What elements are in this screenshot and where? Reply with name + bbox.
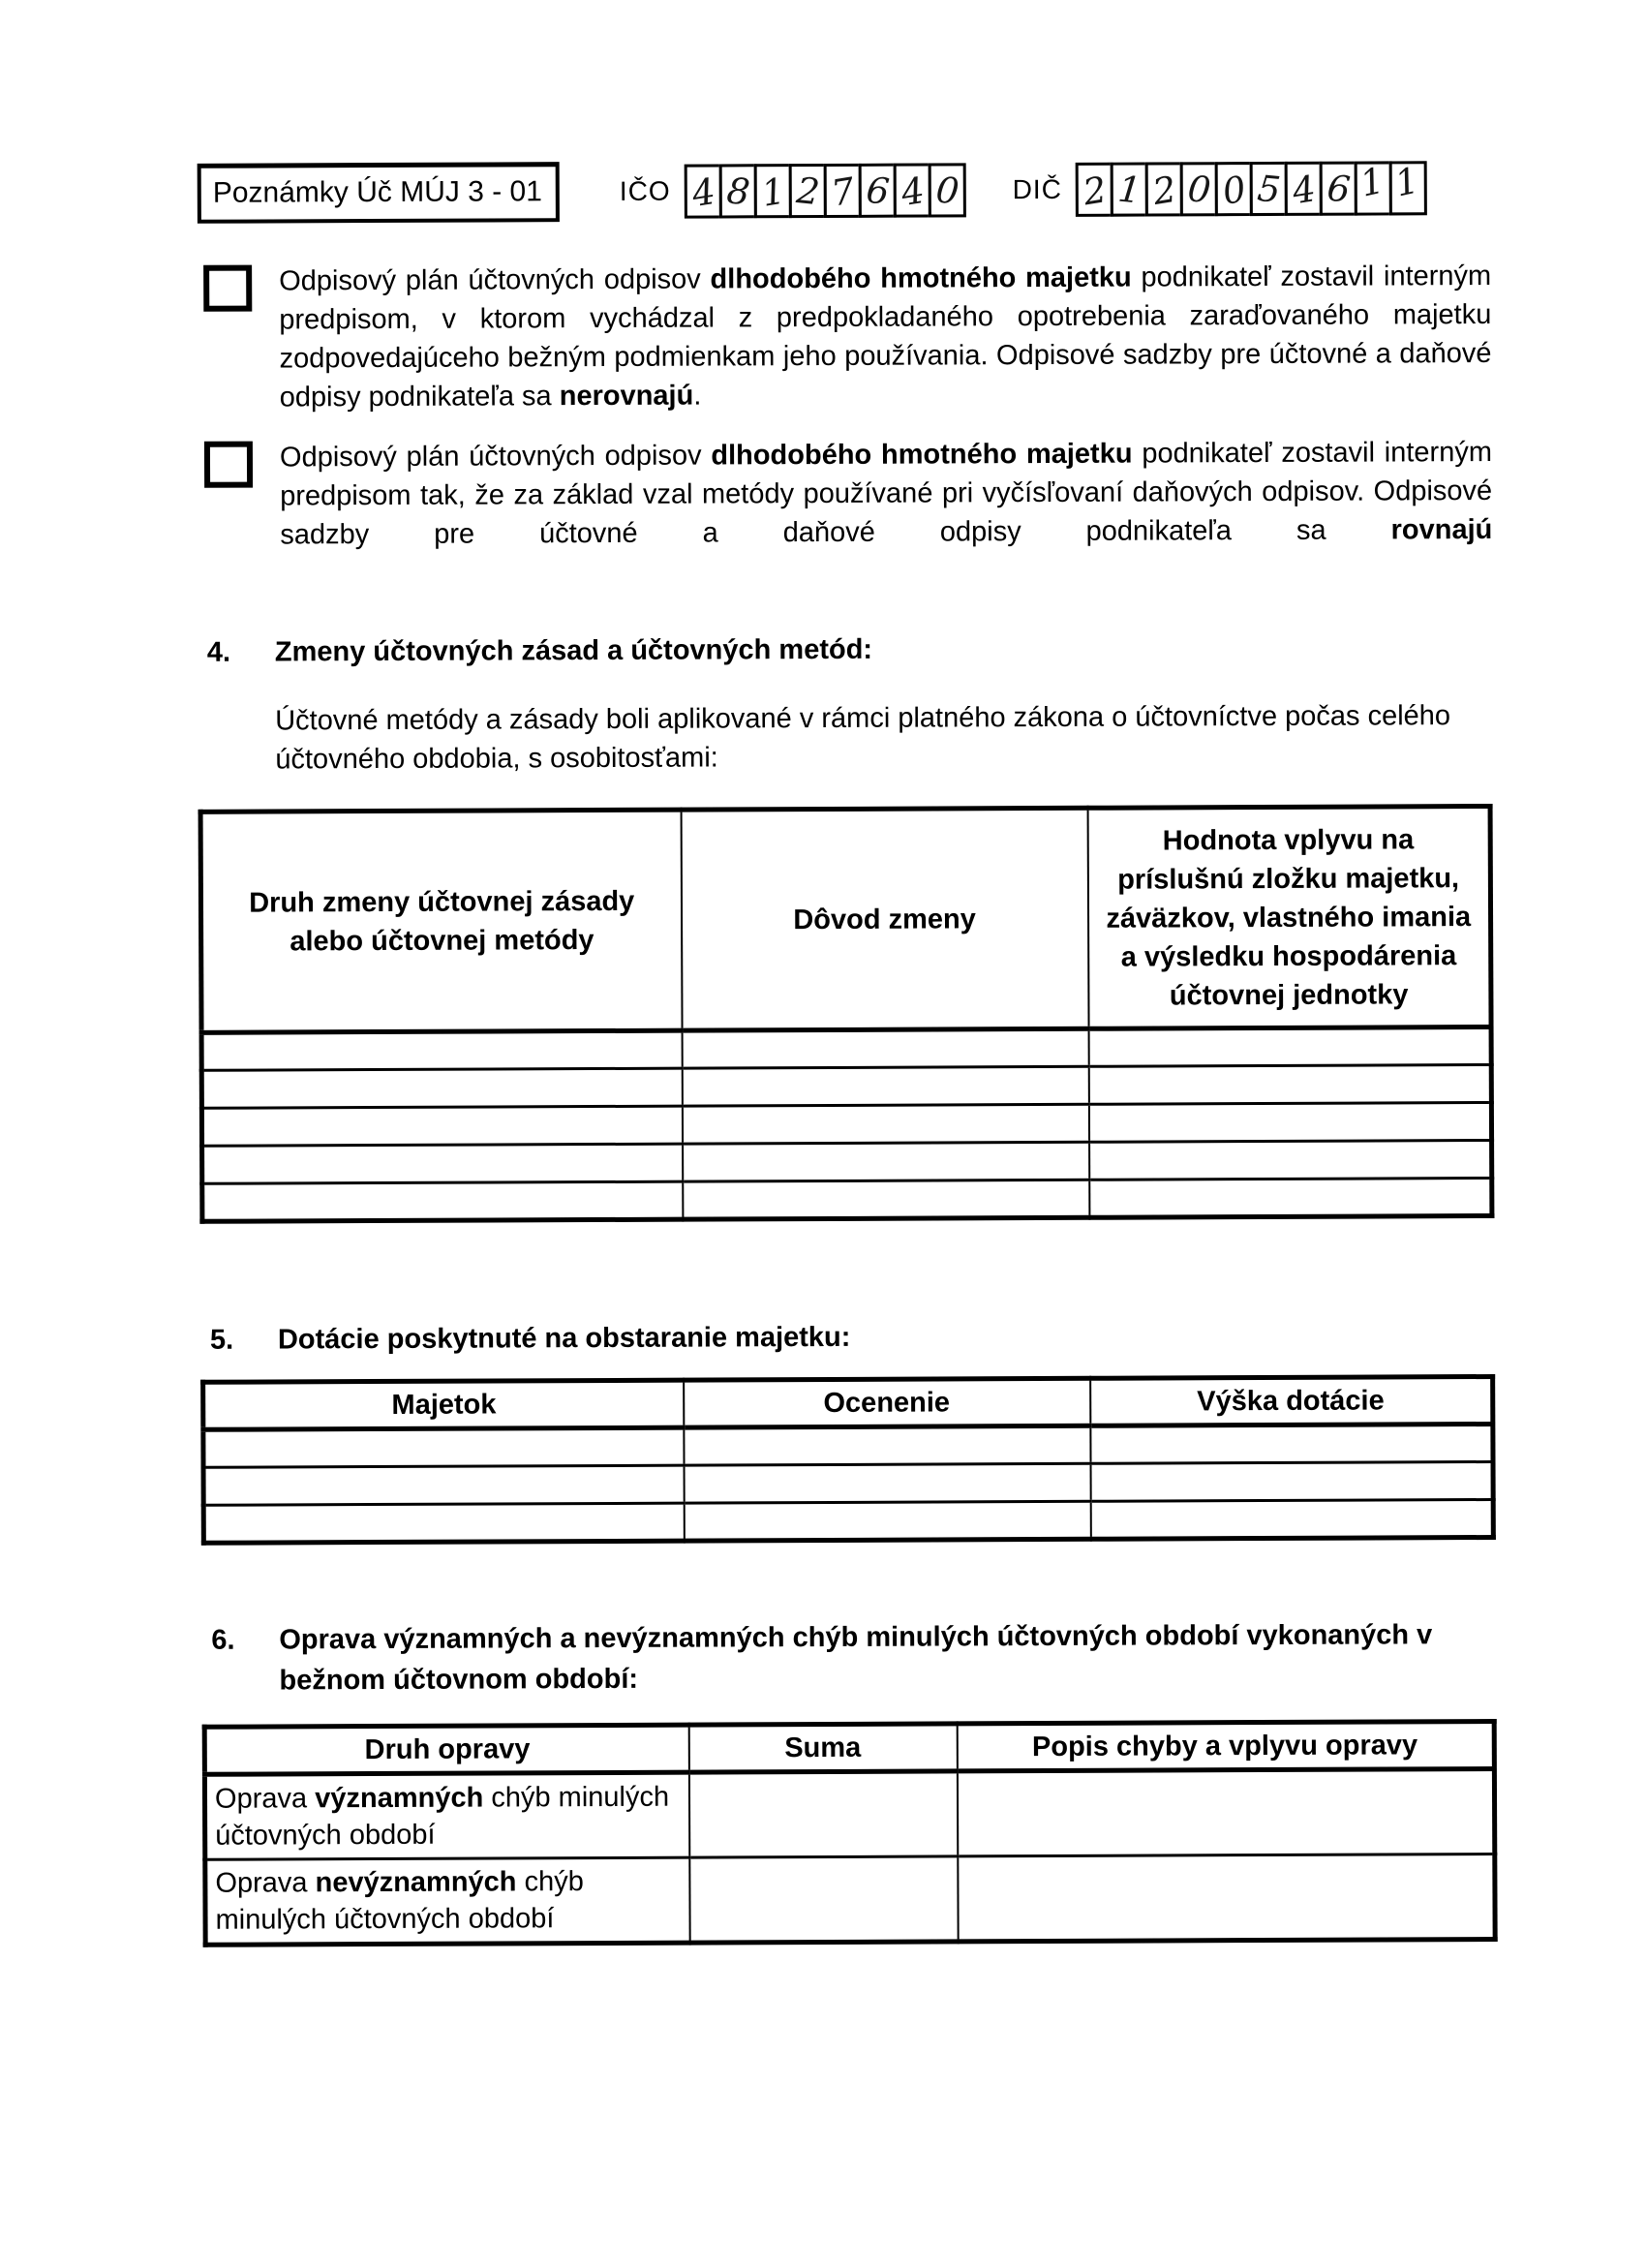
dic-digit-cell[interactable]	[1180, 162, 1218, 216]
empty-cell	[682, 1066, 1088, 1106]
decl-bold-subject: dlhodobého hmotného majetku	[710, 262, 1131, 295]
description-cell	[958, 1854, 1495, 1941]
ico-digit-cell[interactable]	[929, 163, 966, 217]
correction-type-cell	[204, 1772, 688, 1859]
table-row	[203, 1461, 1493, 1505]
empty-cell	[202, 1144, 683, 1183]
empty-cell	[682, 1028, 1088, 1068]
ico-digit-value: 8	[725, 172, 751, 210]
empty-cell	[683, 1180, 1089, 1219]
declaration-text	[280, 433, 1493, 554]
correction-type-lead: Oprava	[215, 1867, 315, 1898]
empty-cell	[1089, 1140, 1492, 1180]
section-4-heading	[207, 627, 1495, 673]
dic-digit-value: 1	[1356, 162, 1387, 201]
ico-digit-cell[interactable]	[789, 164, 827, 218]
corrections-table	[202, 1719, 1498, 1947]
grants-table	[200, 1374, 1496, 1546]
ico-digit-value: 0	[934, 171, 960, 209]
column-header-grant-amount: Výška dotácie	[1090, 1376, 1493, 1425]
empty-cell	[203, 1465, 684, 1505]
ico-digit-boxes	[685, 163, 966, 218]
ico-digit-value: 4	[899, 171, 927, 210]
dic-digit-cell[interactable]	[1250, 162, 1288, 216]
empty-cell	[684, 1463, 1090, 1503]
depreciation-plan-equal-checkbox[interactable]	[204, 442, 253, 488]
table-header-row	[200, 806, 1491, 1032]
dic-digit-cell[interactable]	[1355, 161, 1392, 215]
table-row	[203, 1499, 1493, 1543]
ico-digit-value: 4	[689, 172, 717, 211]
section-title: Dotácie poskytnuté na obstaranie majetku:	[278, 1314, 1498, 1360]
ico-digit-cell[interactable]	[824, 164, 862, 218]
section-number: 5.	[210, 1319, 278, 1360]
table-row	[201, 1027, 1491, 1070]
empty-cell	[1090, 1499, 1493, 1539]
dic-digit-cell[interactable]	[1285, 162, 1323, 216]
dic-digit-cell[interactable]	[1111, 163, 1148, 217]
table-row	[203, 1424, 1493, 1467]
dic-field-group	[1013, 161, 1427, 217]
decl-mid: podnikateľ zostavil interným predpisom, v ktorom vychádzal z predpokladaného opotrebenia zaraďovaného majetku zodpovedajúceho bežným podmienkam jeho používania. Odpisové sadzby pre účtovné a daňové odpisy podnikateľa sa	[279, 261, 1491, 413]
empty-cell	[1089, 1178, 1492, 1217]
dic-digit-cell[interactable]	[1320, 162, 1357, 216]
decl-bold-subject: dlhodobého hmotného majetku	[711, 439, 1132, 472]
table-row	[202, 1178, 1492, 1221]
dic-digit-value: 2	[1150, 170, 1178, 209]
declaration-item	[204, 433, 1493, 555]
dic-digit-cell[interactable]	[1076, 163, 1113, 217]
ico-field-group	[620, 163, 966, 219]
column-header-valuation: Ocenenie	[684, 1378, 1090, 1427]
table-header-row	[203, 1376, 1493, 1429]
ico-digit-value: 7	[829, 172, 857, 211]
column-header-correction-type: Druh opravy	[204, 1725, 688, 1774]
dic-digit-value: 1	[1116, 170, 1143, 208]
empty-cell	[1088, 1027, 1491, 1066]
column-header-change-impact: Hodnota vplyvu na príslušnú zložku majetku, záväzkov, vlastného imania a výsledku hospodárenia účtovnej jednotky	[1087, 806, 1491, 1028]
section-5-heading	[210, 1314, 1498, 1361]
dic-digit-value: 2	[1081, 171, 1109, 210]
ico-digit-cell[interactable]	[719, 164, 757, 218]
table-row	[201, 1102, 1491, 1146]
decl-bold-result: rovnajú	[1390, 514, 1492, 545]
dic-digit-value: 5	[1256, 169, 1282, 207]
empty-cell	[1088, 1064, 1491, 1104]
ico-digit-value: 6	[865, 171, 891, 209]
ico-digit-value: 2	[795, 171, 821, 209]
declaration-text	[279, 257, 1492, 416]
correction-type-lead: Oprava	[215, 1783, 315, 1814]
decl-lead: Odpisový plán účtovných odpisov	[280, 441, 711, 474]
ico-digit-cell[interactable]	[685, 164, 722, 218]
decl-mid: podnikateľ zostavil interným predpisom tak, že za základ vzal metódy používané pri vyčísľovaní daňových odpisov. Odpisové sadzby pre účtovné a daňové odpisy podnikateľa sa	[280, 437, 1492, 550]
accounting-changes-table	[198, 804, 1495, 1224]
empty-cell	[202, 1181, 683, 1221]
sum-cell	[688, 1771, 957, 1857]
ico-digit-cell[interactable]	[859, 164, 897, 218]
dic-digit-value: 0	[1186, 170, 1212, 208]
empty-cell	[1090, 1461, 1493, 1501]
depreciation-plan-unequal-checkbox[interactable]	[203, 265, 252, 312]
table-row	[204, 1768, 1494, 1859]
decl-tail: .	[693, 381, 701, 412]
empty-cell	[203, 1503, 684, 1543]
dic-digit-cell[interactable]	[1145, 162, 1183, 216]
empty-cell	[683, 1142, 1089, 1181]
empty-cell	[201, 1030, 682, 1070]
ico-digit-value: 1	[759, 172, 787, 211]
column-header-sum: Suma	[688, 1724, 957, 1772]
empty-cell	[684, 1501, 1090, 1541]
decl-bold-result: nerovnajú	[560, 381, 694, 413]
section-title: Oprava významných a nevýznamných chýb minulých účtovných období vykonaných v bežnom účtovnom období:	[279, 1614, 1499, 1701]
dic-digit-value: 4	[1290, 170, 1318, 209]
description-cell	[957, 1768, 1494, 1855]
dic-digit-cell[interactable]	[1215, 162, 1253, 216]
section-title: Zmeny účtovných zásad a účtovných metód:	[275, 627, 1495, 672]
table-header-row	[204, 1721, 1494, 1774]
section-number: 6.	[211, 1619, 279, 1660]
empty-cell	[684, 1425, 1090, 1465]
table-row	[202, 1140, 1492, 1183]
empty-cell	[1090, 1424, 1493, 1463]
correction-type-bold: nevýznamných	[316, 1866, 517, 1898]
section-6-heading	[211, 1614, 1499, 1701]
correction-type-tail: chýb minulých účtovných období	[215, 1782, 669, 1852]
dic-digit-cell[interactable]	[1389, 161, 1427, 215]
declaration-item	[203, 257, 1492, 417]
dic-digit-boxes	[1076, 161, 1427, 217]
empty-cell	[203, 1427, 684, 1467]
ico-digit-cell[interactable]	[754, 164, 792, 218]
ico-digit-cell[interactable]	[894, 164, 931, 218]
dic-label: DIČ	[1013, 174, 1062, 205]
form-code-text: Poznámky Úč MÚJ 3 - 01	[213, 175, 542, 208]
column-header-change-type: Druh zmeny účtovnej zásady alebo účtovnej metódy	[200, 810, 682, 1032]
form-header	[198, 158, 1427, 224]
table-row	[205, 1854, 1495, 1945]
form-code-box	[198, 162, 560, 224]
section-4-intro: Účtovné metódy a zásady boli aplikované v rámci platného zákona o účtovníctve počas celého účtovného obdobia, s osobitosťami:	[275, 696, 1487, 779]
correction-type-cell	[205, 1857, 689, 1945]
dic-digit-value: 0	[1220, 170, 1248, 209]
table-row	[201, 1064, 1491, 1108]
correction-type-bold: významných	[315, 1783, 483, 1815]
empty-cell	[201, 1106, 682, 1146]
correction-type-tail: chýb minulých účtovných období	[215, 1866, 583, 1936]
dic-digit-value: 6	[1326, 169, 1352, 207]
sum-cell	[689, 1856, 958, 1943]
empty-cell	[1088, 1102, 1491, 1142]
dic-digit-value: 1	[1391, 162, 1421, 201]
ico-label: IČO	[620, 176, 671, 207]
empty-cell	[682, 1104, 1088, 1144]
column-header-error-description: Popis chyby a vplyvu opravy	[957, 1721, 1494, 1770]
empty-cell	[201, 1068, 682, 1108]
column-header-change-reason: Dôvod zmeny	[681, 808, 1088, 1030]
decl-lead: Odpisový plán účtovných odpisov	[279, 264, 710, 297]
column-header-asset: Majetok	[203, 1380, 684, 1429]
section-number: 4.	[207, 631, 275, 672]
